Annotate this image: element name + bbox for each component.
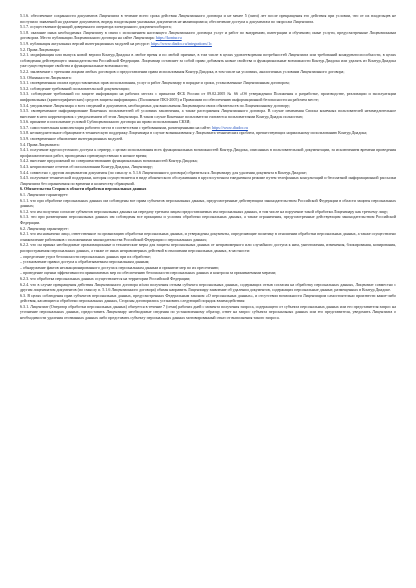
paragraph-text: 5.1.8. оказание иных необходимых Лицензиату в связи с исполнением настоящего Лицензионного договора услуг и работ по внедрению, интеграции и обучению; иные услуги, предусмотренные Лицензионным договором. Место публикации Лицензионного договора на сайте Лицензиара:: [20, 29, 396, 41]
paragraph: [20, 198, 396, 209]
paragraph: [20, 293, 396, 304]
paragraph-text: 6.1.3. что при размещении персональных данных им соблюдены все принципы и условия обработки персональных данных, а также ограничения, предусмотренные действующим законодательством Российской Федерации.: [20, 214, 396, 225]
paragraph-text: 6.2.2. что он принял необходимые организационные и технические меры для защиты персональных данных от неправомерного или случайного доступа к ним, уничтожения, изменения, блокирования, копирования, распространения персональных данных, а также от иных неправомерных действий в отношении персональных данных, в частности:: [20, 242, 396, 253]
paragraph-text: 5.3. Обязанности Лицензиата:: [20, 74, 72, 80]
paragraph: [20, 52, 396, 69]
paragraph-text: 6.1.1. что при обработке персональных данных им соблюдены все права субъектов персональных данных, предусмотренные действующим законодательством Российской Федерации в области защиты персональных данных;: [20, 197, 396, 209]
paragraph-text: 5.2. Права Лицензиара:: [20, 46, 61, 52]
paragraph: [20, 214, 396, 225]
paragraph-text: 6.3.1. Лицензиат (Оператор обработки персональных данных) обязуется в течение 7 (семи) рабочих дней с момента получения запроса, содержащего от субъекта персональных данных или его представителя запрос на уточнение персональных данных, предоставить Лицензиару необходимые сведения по установленному образцу, ответ на запрос субъекта персональных данных или его представителя, уведомить Лицензиата о необходимости удаления отозванных данных либо представить субъекту персональных данных мотивированный отказ от выполнения такого запроса.: [20, 303, 396, 321]
paragraph-text: 5.3.2. соблюдение требований пользовательской документации;: [20, 85, 130, 91]
paragraph: [20, 91, 396, 102]
paragraph-text: 5.3.4. уведомление Лицензиара о всех сведений и документов, необходимых для выполнения Лицензиаром своих обязательств по Лицензионному договору;: [20, 102, 291, 108]
paragraph-text: 6.3. В целях соблюдения прав субъектов персональных данных, предусмотренных Федеральным законом «О персональных данных», и отсутствии возможности Лицензиаром самостоятельно произвести какие-либо действия, касающиеся обработки персональных данных, Стороны договорились установить следующий порядок взаимодействия:: [20, 292, 396, 304]
paragraph-text: – обнаружение фактов несанкционированного доступа к персональным данным и принятие мер по их пресечению;: [20, 264, 220, 270]
paragraph-text: 5.3.7. самостоятельная комплектация рабочего места в соответствии с требованиями, размещенными на сайте:: [20, 124, 211, 130]
paragraph-text: 5.1.7. осуществление функций доверенного оператора электронного документооборота;: [20, 24, 172, 30]
paragraph-link[interactable]: https://kontur.ru: [155, 35, 182, 41]
paragraph-text: 6. Обязательства Сторон в области обработки персональных данных: [20, 186, 147, 192]
paragraph-text: 5.1.9. публикация актуальных версий интеграционных модулей на ресурсе:: [20, 40, 150, 46]
paragraph-text: 5.3.6. принятие и исполнение условий Сублицензионного договора на право использования СКЗИ;: [20, 119, 191, 125]
paragraph: [20, 30, 396, 41]
paragraph: [20, 282, 396, 293]
paragraph-link[interactable]: https://www.diadoc.ru/integrations/1c: [150, 40, 212, 46]
paragraph-text: 6.2.1. что им назначено лицо, ответственное за организацию обработки персональных данных, и утверждены документы, определяющие политику в отношении обработки персональных данных, а также осуществлено ознакомление работников с положениями законодательства Российской Федерации о персональных данных;: [20, 231, 396, 242]
paragraph-link[interactable]: https://www.diadoc.ru: [211, 124, 248, 130]
paragraph-text: – определение угроз безопасности персональных данных при их обработке;: [20, 253, 151, 259]
paragraph: [20, 13, 396, 24]
paragraph-text: 5.2.2. заключение с третьими лицами любых договоров о предоставлении права использования Контур.Диадока, в том числе на условиях, аналогичных условиям Лицензионного договора;: [20, 68, 345, 74]
paragraph-text: – проведение оценки эффективности принимаемых мер по обеспечению безопасности персональных данных и контроля за принимаемыми мерами;: [20, 270, 277, 276]
paragraph-text: 6.1. Лицензиат гарантирует:: [20, 192, 69, 197]
paragraph-text: 5.3.5. своевременное информирование Конечных пользователей об условиях заключения, а также расторжения Лицензионного договора. В случае изменения Списка конечных пользователей незамедлительное внесение в него корректировок с уведомлением об этом Лицензиара. В таком случае Конечные пользователи считаются пользователями Контур.Диадок полностью;: [20, 108, 396, 119]
paragraph-text: 5.4.5. получение технической поддержки, которая осуществляется в виде абонентского обслуживания в круглосуточном ежедневном режиме путем телефонных консультаций и бесплатной информационной рассылки Лицензиата без ограничения по времени и количеству обращений.: [20, 175, 396, 186]
paragraph-text: 5.3.9. своевременное обновление интеграционных модулей.: [20, 136, 124, 142]
paragraph: [20, 175, 396, 186]
paragraph-text: 5.3.1. своевременная оплата предоставляемых прав использования, услуг и работ Лицензиару в порядке и сроки, установленные Лицензионным договором;: [20, 80, 290, 86]
paragraph: [20, 242, 396, 253]
paragraph-text: 5.3.3. соблюдение требований по защите информации на рабочих местах с приказом ФСБ России от 09.02.2005 № 66 «Об утверждении Положения о разработке, производстве, реализации и эксплуатации шифровальных (криптографических) средств защиты информации» (Положение ПКЗ-2005) и Правилами по обеспечению информационной безопасности на рабочем месте;: [20, 91, 396, 102]
paragraph-text: 5.4.4. совместно с другим лицензиатом документы (по смыслу п. 5.1.6 Лицензионного договора) обратиться к Лицензиару для удаления документа в Контур.Диадоке;: [20, 169, 307, 175]
paragraph-text: 5.1.6. обеспечение сохранности документов Лицензиата в течение всего срока действия Лицензионного договора и не менее 5 (пяти) лет после прекращения его действия при условии, что от их владельцев не поступило заявлений на удаление документов, впредь владельцами указанных документов не являющимися; обеспечение доступа к документам по запросам Лицензиата.: [20, 13, 396, 24]
paragraph-text: 5.4.1. получение круглосуточного доступа к серверу, с целью использования всех функциональных возможностей Контур.Диадока, описанных в пользовательской документации, за исключением времени проведения профилактических работ, проводимых преимущественно в ночное время;: [20, 147, 396, 158]
paragraph-text: 5.4. Права Лицензиата:: [20, 141, 60, 147]
paragraph-text: 6.1.2. что им получено согласие субъектов персональных данных на передачу третьим лицам предоставляемых им персональных данных, в том числе на поручение такой обработки Лицензиару как третьему лицу;: [20, 208, 389, 214]
paragraph: [20, 69, 396, 75]
paragraph-text: – установление правил доступа к обрабатываемым персональным данным;: [20, 259, 150, 265]
paragraph-text: 5.3.8. незамедлительное обращение в техническую поддержку Лицензиара в случае возникновения у Лицензиата технических проблем, препятствующих нормальному использованию Контур.Диадока;: [20, 130, 368, 136]
paragraph-text: 5.2.1. модификация или выпуск новой версии Контур.Диадока в любое время и по любой причине, в том числе в целях удовлетворения потребностей Лицензиата или требований конкурентоспособности, в целях соблюдения действующего законодательства Российской Федерации. Лицензиар оставляет за собой право добавлять новые свойства и функциональные возможности Контур.Диадока или удалять из Контур.Диадока уже существующие свойства и функциональные возможности;: [20, 52, 396, 69]
paragraph-text: 6.2.4. что в случае прекращения действия Лицензионного договора и/или получения отзыва субъекта персональных данных, содержащих отзыв согласия на обработку персональных данных, Лицензиат совместно с другим лицензиатом документов (по смыслу п. 5.1.6 Лицензионного договора) обязан направить Лицензиару заявление об удалении документов, содержащих персональные данные, размещенных в Контур.Диадоке.: [20, 281, 396, 293]
paragraph-text: 5.4.3. неприсвоение отчетов об использовании Контур.Диадока, Лицензиару;: [20, 164, 153, 170]
paragraph: [20, 304, 396, 321]
paragraph-text: 6.2. Лицензиар гарантирует:: [20, 225, 69, 231]
paragraph: [20, 231, 396, 242]
paragraph-text: 6.2.3. что обработка персональных данных осуществляется на территории Российской Федерации;: [20, 275, 191, 281]
paragraph: [20, 147, 396, 158]
paragraph-text: 5.4.2. внесение предложений по совершенствованию функциональных возможностей Контур.Диадока;: [20, 158, 198, 164]
paragraph: [20, 108, 396, 119]
